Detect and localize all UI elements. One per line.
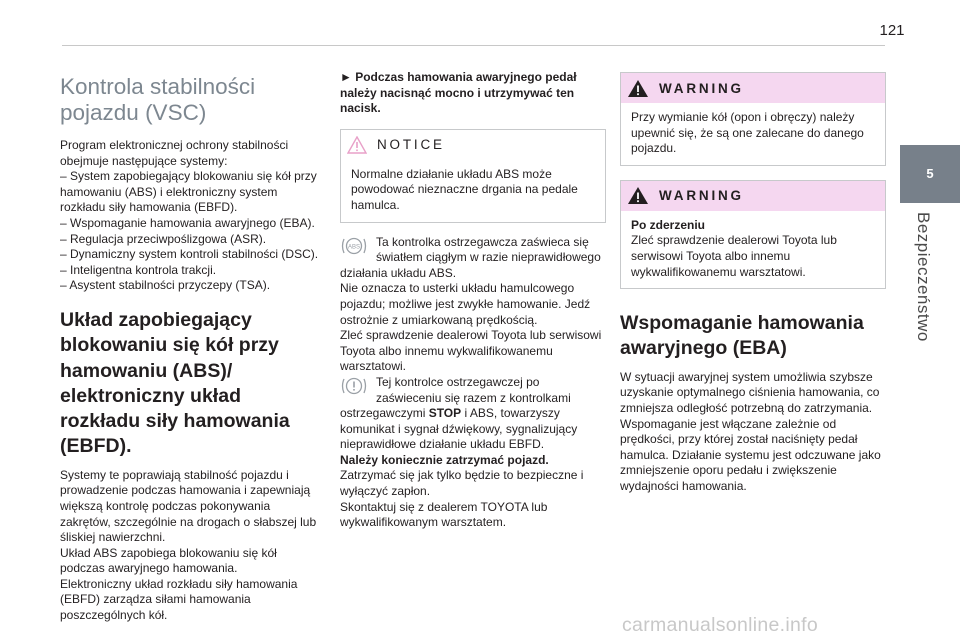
section-title-eba: Wspomaganie hamowania awaryjnego (EBA) bbox=[620, 312, 864, 360]
vsc-item: – Dynamiczny system kontroli stabilności (DSC). bbox=[60, 247, 319, 262]
warning-subtitle: Po zderzeniu bbox=[631, 217, 706, 232]
vsc-intro: Program elektronicznej ochrony stabilności obejmuje następujące systemy: bbox=[60, 138, 289, 168]
watermark: carmanualsonline.info bbox=[622, 614, 818, 636]
vsc-item: – Regulacja przeciwpoślizgowa (ASR). bbox=[60, 231, 267, 246]
notice-title: NOTICE bbox=[377, 137, 445, 153]
eba-body: W sytuacji awaryjnej system umożliwia szybsze uzyskanie optymalnego ciśnienia hamowania, co zmniejsza odległość potrzebną do zatrzymania. Wspomaganie jest włączane zależnie od prędkości, przy której został naciśnięty pedał hamulca. Działanie systemu jest odczuwane jako zmniejszenie oporu pedału i zwiększenie wydajności hamowania. bbox=[620, 369, 881, 493]
abs-body: Elektroniczny układ rozkładu siły hamowania (EBFD) zarządza siłami hamowania poszczególnych kół. bbox=[60, 576, 298, 623]
warning-icon bbox=[627, 186, 649, 205]
warning-box-collision bbox=[620, 180, 886, 289]
notice-box bbox=[340, 129, 606, 223]
warning-body: Przy wymianie kół (opon i obręczy) należy upewnić się, że są one zalecane do danego pojazdu. bbox=[631, 110, 864, 156]
notice-header bbox=[341, 130, 605, 160]
brake-warning-paragraph bbox=[340, 375, 606, 531]
brake-light-text bbox=[340, 375, 606, 453]
abs-body: Układ ABS zapobiega blokowaniu się kół podczas awaryjnego hamowania. bbox=[60, 545, 277, 576]
warning-icon bbox=[627, 79, 649, 98]
section-title-abs: Układ zapobiegający blokowaniu się kół przy hamowaniu (ABS)/ elektroniczny układ rozkładu siły hamowania (EBFD). bbox=[60, 308, 290, 458]
abs-warning-light-icon bbox=[340, 235, 368, 257]
brake-text-post: i ABS, towarzyszy komunikat i sygnał dźwiękowy, sygnalizujący nieprawidłowe działanie układu EBFD. bbox=[340, 406, 578, 452]
warning-header bbox=[621, 181, 885, 211]
abs-light-text: Zleć sprawdzenie dealerowi Toyota lub serwisowi Toyota albo innemu wykwalifikowanemu warsztatowi. bbox=[340, 328, 602, 374]
warning-title: WARNING bbox=[659, 188, 744, 204]
brake-text-pre: Tej kontrolce ostrzegawczej po zaświeceniu się razem z kontrolkami ostrzegawczymi bbox=[340, 374, 571, 421]
notice-body: Normalne działanie układu ABS może powodować nieznaczne drgania na pedale hamulca. bbox=[351, 166, 578, 212]
abs-icon-label: ABS bbox=[347, 244, 361, 251]
vsc-item: – Asystent stabilności przyczepy (TSA). bbox=[60, 278, 271, 293]
column-middle bbox=[340, 70, 606, 531]
chapter-tab[interactable]: 5 bbox=[900, 145, 960, 203]
page-number: 121 bbox=[879, 22, 905, 39]
brake-warning-light-icon bbox=[340, 375, 368, 397]
chapter-title: Bezpieczeństwo bbox=[914, 212, 933, 342]
vsc-item: – System zapobiegający blokowaniu się kół przy hamowaniu (ABS) i elektroniczny system rozkładu siły hamowania (EBFD). bbox=[60, 169, 317, 215]
abs-light-text: Nie oznacza to usterki układu hamulcowego pojazdu; możliwe jest zwykłe hamowanie. Jedź ostrożnie z umiarkowaną prędkością. bbox=[340, 281, 591, 327]
column-left bbox=[60, 70, 322, 624]
warning-header bbox=[621, 73, 885, 103]
brake-rest-text: Skontaktuj się z dealerem TOYOTA lub wykwalifikowanym warsztatem. bbox=[340, 499, 548, 530]
abs-body: Systemy te poprawiają stabilność pojazdu i prowadzenie podczas hamowania i zapewniają większą kontrolę podczas pokonywania zakrętów, szczególnie na drogach o słabszej lub śliskiej nawierzchni. bbox=[60, 467, 317, 545]
emergency-braking-lead: ► Podczas hamowania awaryjnego pedał należy nacisnąć mocno i utrzymywać ten nacisk. bbox=[340, 70, 577, 116]
stop-label: STOP bbox=[428, 406, 462, 421]
vsc-item: – Wspomaganie hamowania awaryjnego (EBA). bbox=[60, 215, 315, 230]
warning-box-wheels bbox=[620, 72, 886, 166]
header-divider bbox=[62, 45, 885, 46]
vsc-item: – Inteligentna kontrola trakcji. bbox=[60, 262, 217, 277]
warning-body: Zleć sprawdzenie dealerowi Toyota lub serwisowi Toyota albo innemu wykwalifikowanemu warsztatowi. bbox=[631, 233, 837, 279]
abs-warning-paragraph bbox=[340, 235, 606, 375]
notice-warning-icon bbox=[347, 136, 367, 154]
section-title-vsc: Kontrola stabilności pojazdu (VSC) bbox=[60, 74, 256, 125]
warning-title: WARNING bbox=[659, 80, 744, 96]
abs-light-text: Ta kontrolka ostrzegawcza zaświeca się światłem ciągłym w razie nieprawidłowego działania układu ABS. bbox=[340, 234, 601, 280]
column-right bbox=[620, 70, 886, 495]
brake-rest-text: Zatrzymać się jak tylko będzie to bezpieczne i wyłączyć zapłon. bbox=[340, 468, 584, 499]
brake-stop-instruction: Należy koniecznie zatrzymać pojazd. bbox=[340, 452, 549, 467]
